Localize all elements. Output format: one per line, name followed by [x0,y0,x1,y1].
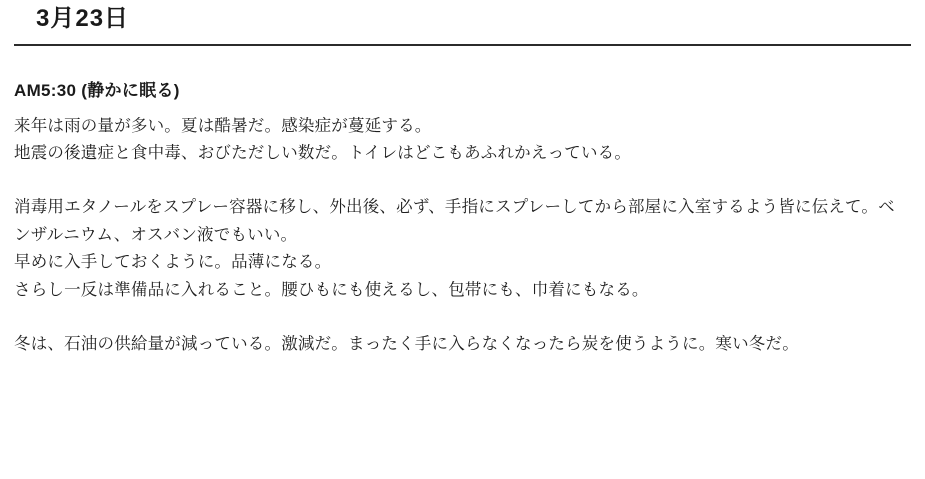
paragraph-spacer [14,305,911,331]
paragraph-spacer [14,168,911,194]
paragraph-line: 早めに入手しておくように。品薄になる。 [14,253,332,272]
paragraph-line: 消毒用エタノールをスプレー容器に移し、外出後、必ず、手指にスプレーしてから部屋に入室するよう皆に伝えて。ベンザルニウム、オスバン液でもいい。 [14,197,895,244]
paragraph-block-1 [14,113,911,168]
paragraph-block-2 [14,194,911,305]
section-heading-time: AM5:30 (静かに眠る) [14,81,180,100]
page-title: 3月23日 [36,5,130,32]
document-body [14,46,911,359]
paragraph-line: 来年は雨の量が多い。夏は酷暑だ。感染症が蔓延する。 [14,116,432,135]
paragraph-block-3 [14,331,911,359]
paragraph-line: さらし一反は準備品に入れること。腰ひもにも使えるし、包帯にも、巾着にもなる。 [14,281,649,300]
paragraph-line: 地震の後遺症と食中毒、おびただしい数だ。トイレはどこもあふれかえっている。 [14,144,632,163]
paragraph-line: 冬は、石油の供給量が減っている。激減だ。まったく手に入らなくなったら炭を使うように。寒い冬だ。 [14,334,799,353]
